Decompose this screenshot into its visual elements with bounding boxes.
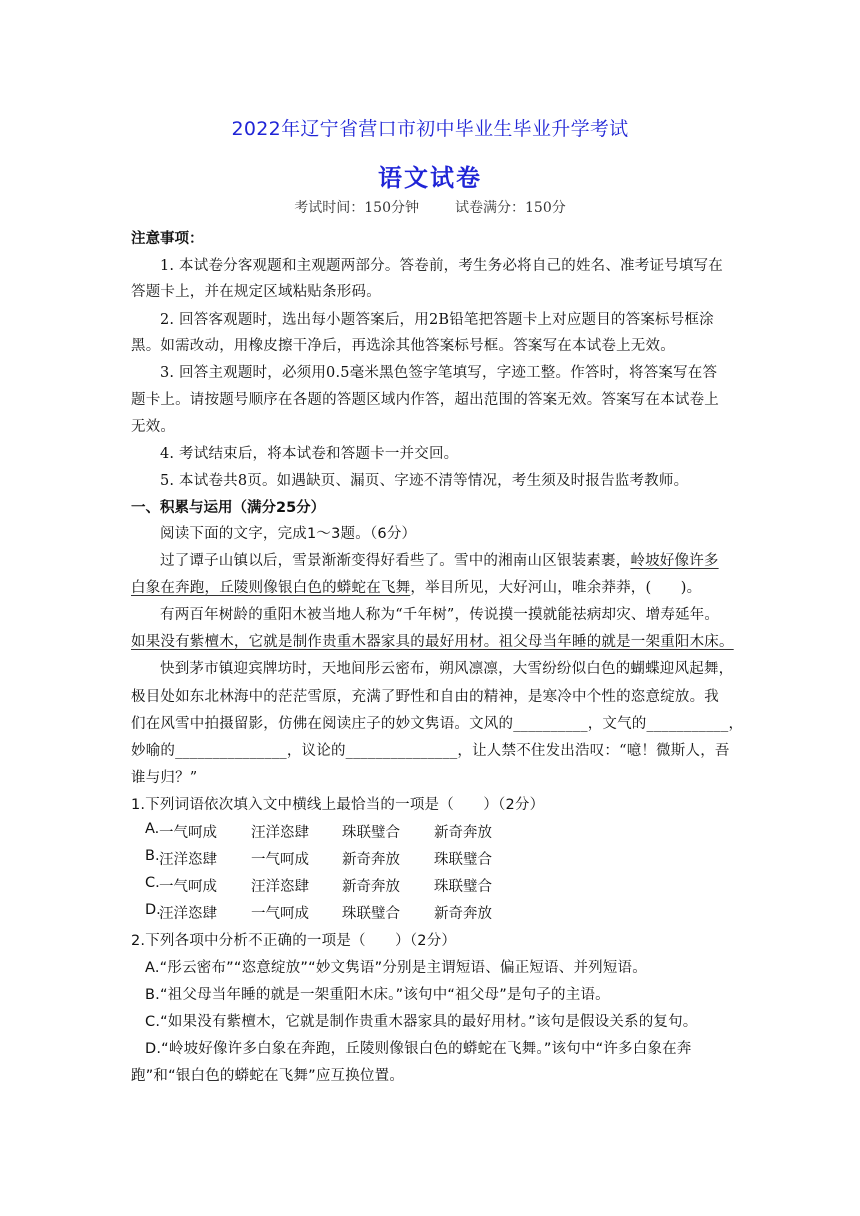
- question-2-option-c: C.“如果没有紫檀木，它就是制作贵重木器家具的最好用材。”该句是假设关系的复句。: [145, 1014, 698, 1030]
- passage-line: [160, 549, 719, 570]
- option-word: 新奇奔放: [434, 906, 492, 922]
- option-word: 珠联璧合: [342, 825, 400, 841]
- option-word: 汪洋恣肆: [159, 852, 217, 868]
- option-word: 新奇奔放: [342, 879, 400, 895]
- option-word: 新奇奔放: [434, 825, 492, 841]
- reading-instruction: 阅读下面的文字，完成1～3题。（6分）: [160, 526, 417, 542]
- option-word: 珠联璧合: [434, 879, 492, 895]
- question-2-stem: 2.下列各项中分析不正确的一项是（ ）（2分）: [131, 933, 457, 949]
- option-label: C.: [145, 875, 160, 891]
- question-2-option-a: A.“彤云密布”“恣意绽放”“妙文隽语”分别是主谓短语、偏正短语、并列短语。: [145, 960, 647, 976]
- notice-line: 4. 考试结束后，将本试卷和答题卡一并交回。: [160, 446, 459, 462]
- underlined-sentence: 白象在奔跑，丘陵则像银白色的蟒蛇在飞舞: [131, 580, 411, 596]
- question-1-option-d: [145, 902, 545, 922]
- question-2-option-d-cont: 跑”和“银白色的蟒蛇在飞舞”应互换位置。: [131, 1068, 405, 1084]
- notice-line: 题卡上。请按题号顺序在各题的答题区域内作答，超出范围的答案无效。答案写在本试卷上: [131, 392, 719, 408]
- notice-heading: 注意事项：: [131, 231, 204, 247]
- passage-line: 妙喻的_______________，议论的_______________，让人禁不住发出浩叹：“噫！微斯人，吾: [131, 743, 730, 759]
- option-label: D.: [145, 902, 161, 918]
- question-1-option-a: [145, 821, 545, 841]
- exam-full-score: 试卷满分：150分: [455, 200, 566, 216]
- passage-line: 极目处如东北林海中的茫茫雪原，充满了野性和自由的精神，是寒冷中个性的恣意绽放。我: [131, 689, 719, 705]
- option-word: 汪洋恣肆: [251, 825, 309, 841]
- option-word: 珠联璧合: [342, 906, 400, 922]
- notice-line: 3. 回答主观题时，必须用0.5毫米黑色签字笔填写，字迹工整。作答时，将答案写在答: [160, 365, 718, 381]
- option-word: 一气呵成: [159, 825, 217, 841]
- exam-title: 2022年辽宁省营口市初中毕业生毕业升学考试: [231, 118, 629, 140]
- passage-line: 有两百年树龄的重阳木被当地人称为“千年树”，传说摸一摸就能祛病却灾、增寿延年。: [160, 607, 720, 623]
- notice-line: 无效。: [131, 419, 176, 435]
- exam-time: 考试时间：150分钟: [294, 200, 419, 216]
- passage-line: 谁与归？”: [131, 770, 198, 786]
- notice-line: 黑。如需改动，用橡皮擦干净后，再选涂其他答案标号框。答案写在本试卷上无效。: [131, 338, 675, 354]
- question-2-option-d: D.“岭坡好像许多白象在奔跑，丘陵则像银白色的蟒蛇在飞舞。”该句中“许多白象在奔: [145, 1041, 692, 1057]
- option-word: 汪洋恣肆: [251, 879, 309, 895]
- notice-line: 答题卡上，并在规定区域粘贴条形码。: [131, 284, 381, 300]
- passage-text: 过了谭子山镇以后，雪景渐渐变得好看些了。雪中的湘南山区银装素裹，: [160, 553, 631, 569]
- option-word: 一气呵成: [251, 906, 309, 922]
- option-label: B.: [145, 848, 160, 864]
- question-1-stem: 1.下列词语依次填入文中横线上最恰当的一项是（ ）（2分）: [131, 797, 545, 813]
- option-word: 一气呵成: [251, 852, 309, 868]
- passage-line: 们在风雪中拍摄留影，仿佛在阅读庄子的妙文隽语。文风的__________，文气的___________，: [131, 716, 744, 732]
- notice-line: 5. 本试卷共8页。如遇缺页、漏页、字迹不清等情况，考生须及时报告监考教师。: [160, 473, 689, 489]
- passage-line: [131, 576, 701, 597]
- notice-line: 1. 本试卷分客观题和主观题两部分。答卷前，考生务必将自己的姓名、准考证号填写在: [160, 258, 723, 274]
- underlined-sentence: 如果没有紫檀木，它就是制作贵重木器家具的最好用材。祖父母当年睡的就是一架重阳木床。: [131, 634, 734, 650]
- exam-meta: [0, 197, 860, 217]
- notice-line: 2. 回答客观题时，选出每小题答案后，用2B铅笔把答题卡上对应题目的答案标号框涂: [160, 312, 714, 328]
- option-word: 一气呵成: [159, 879, 217, 895]
- option-word: 新奇奔放: [342, 852, 400, 868]
- question-2-option-b: B.“祖父母当年睡的就是一架重阳木床。”该句中“祖父母”是句子的主语。: [145, 987, 610, 1003]
- passage-text: ，举目所见，大好河山，唯余莽莽，( )。: [410, 580, 702, 596]
- question-1-option-b: [145, 848, 545, 868]
- option-word: 珠联璧合: [434, 852, 492, 868]
- question-1-option-c: [145, 875, 545, 895]
- section-heading: 一、积累与运用（满分25分）: [131, 500, 326, 516]
- exam-subject: 语文试卷: [378, 164, 482, 192]
- underlined-sentence: 岭坡好像许多: [630, 553, 719, 569]
- option-word: 汪洋恣肆: [159, 906, 217, 922]
- option-label: A.: [145, 821, 160, 837]
- passage-line: 快到茅市镇迎宾牌坊时，天地间彤云密布，朔风凛凛，大雪纷纷似白色的蝴蝶迎风起舞，: [160, 661, 734, 677]
